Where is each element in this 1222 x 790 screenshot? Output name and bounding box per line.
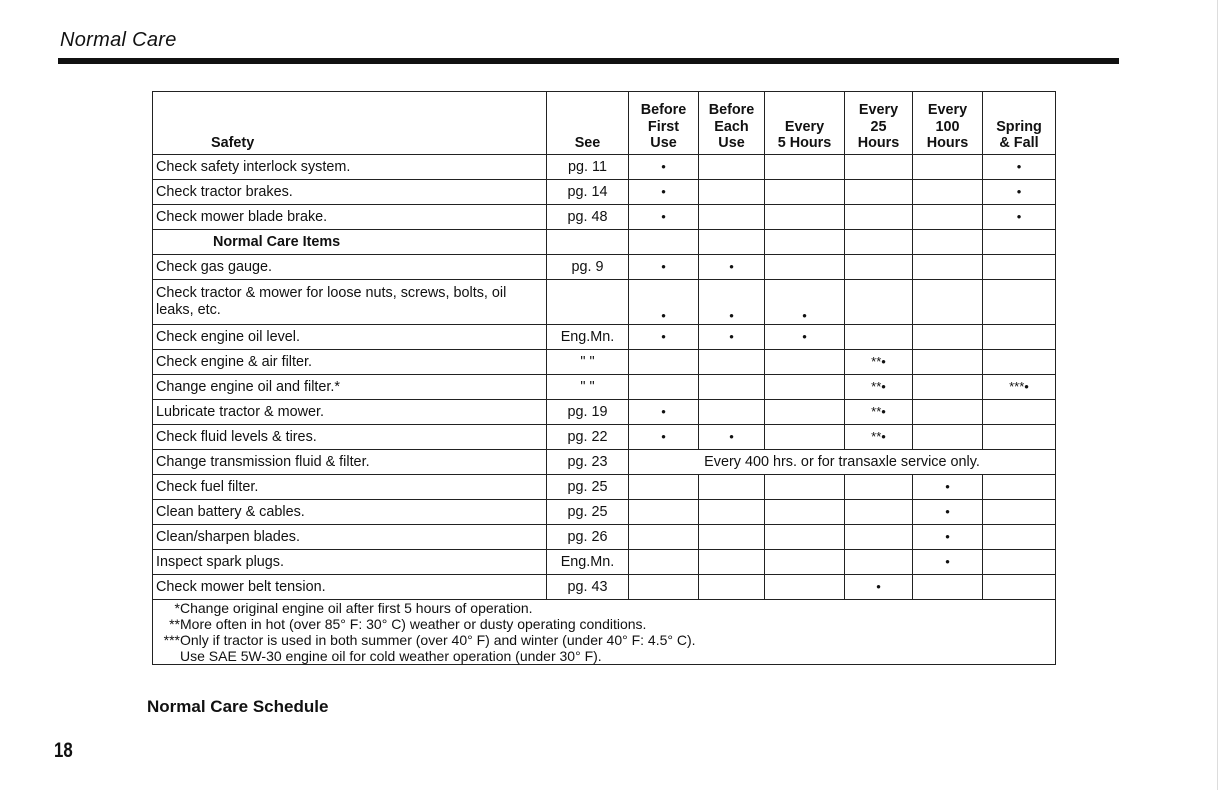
table-row <box>153 205 1056 230</box>
schedule-mark: • <box>983 205 1056 230</box>
schedule-mark <box>983 500 1056 525</box>
schedule-mark <box>913 575 983 600</box>
schedule-mark <box>699 155 765 180</box>
page-reference: pg. 14 <box>547 180 629 205</box>
table-row <box>153 450 1056 475</box>
table-row <box>153 425 1056 450</box>
page-reference: pg. 48 <box>547 205 629 230</box>
schedule-mark <box>845 155 913 180</box>
page-reference: pg. 25 <box>547 475 629 500</box>
schedule-mark <box>699 350 765 375</box>
schedule-mark: • <box>699 325 765 350</box>
table-header-row <box>153 92 1056 155</box>
page-number: 18 <box>54 739 73 762</box>
schedule-mark: • <box>765 325 845 350</box>
schedule-mark <box>983 400 1056 425</box>
footnote-marker: * <box>174 600 180 616</box>
table-row <box>153 180 1056 205</box>
page-reference: " " <box>547 350 629 375</box>
schedule-mark: **• <box>845 375 913 400</box>
footnote-marker: *** <box>163 632 180 649</box>
schedule-mark: • <box>913 550 983 575</box>
schedule-mark <box>765 180 845 205</box>
schedule-mark <box>983 350 1056 375</box>
schedule-mark <box>765 400 845 425</box>
column-header-6: Every 100 Hours <box>913 92 983 155</box>
task-label: Check mower blade brake. <box>153 205 547 230</box>
schedule-mark: **• <box>845 425 913 450</box>
column-header-7: Spring & Fall <box>983 92 1056 155</box>
table-row <box>153 575 1056 600</box>
schedule-mark <box>845 205 913 230</box>
schedule-mark <box>983 575 1056 600</box>
schedule-mark <box>983 475 1056 500</box>
section-title: Normal Care <box>60 29 177 51</box>
task-label: Check tractor brakes. <box>153 180 547 205</box>
schedule-mark <box>629 550 699 575</box>
page-reference <box>547 280 629 325</box>
schedule-mark <box>845 500 913 525</box>
schedule-mark <box>699 205 765 230</box>
schedule-mark: • <box>913 475 983 500</box>
task-label: Check engine & air filter. <box>153 350 547 375</box>
task-label: Check gas gauge. <box>153 255 547 280</box>
schedule-mark <box>913 280 983 325</box>
schedule-mark: **• <box>845 400 913 425</box>
schedule-mark <box>983 425 1056 450</box>
schedule-mark: • <box>845 575 913 600</box>
schedule-mark <box>765 550 845 575</box>
page-reference: pg. 11 <box>547 155 629 180</box>
schedule-mark: • <box>983 180 1056 205</box>
subheading-label: Normal Care Items <box>153 230 547 255</box>
page-reference: Eng.Mn. <box>547 550 629 575</box>
schedule-mark <box>983 255 1056 280</box>
schedule-mark <box>913 230 983 255</box>
page-reference: " " <box>547 375 629 400</box>
footnote-text: More often in hot (over 85° F: 30° C) weather or dusty operating conditions. <box>180 616 647 633</box>
task-label: Clean battery & cables. <box>153 500 547 525</box>
table-row <box>153 155 1056 180</box>
schedule-mark <box>765 205 845 230</box>
schedule-mark: • <box>699 280 765 325</box>
schedule-mark: • <box>629 325 699 350</box>
schedule-mark <box>913 205 983 230</box>
schedule-mark <box>913 155 983 180</box>
schedule-mark <box>913 375 983 400</box>
schedule-mark <box>845 525 913 550</box>
schedule-mark <box>913 425 983 450</box>
table-row <box>153 550 1056 575</box>
page-reference: pg. 9 <box>547 255 629 280</box>
schedule-mark <box>913 400 983 425</box>
column-header-1: See <box>547 92 629 155</box>
figure-caption: Normal Care Schedule <box>147 697 329 716</box>
schedule-mark <box>913 350 983 375</box>
schedule-mark <box>765 475 845 500</box>
schedule-mark: • <box>913 525 983 550</box>
footnote <box>156 616 1052 632</box>
schedule-mark <box>983 230 1056 255</box>
table-row <box>153 525 1056 550</box>
page-edge-line <box>1217 0 1218 790</box>
schedule-mark <box>699 475 765 500</box>
schedule-mark <box>765 425 845 450</box>
schedule-mark <box>629 475 699 500</box>
table-row <box>153 400 1056 425</box>
schedule-mark <box>699 180 765 205</box>
schedule-mark <box>845 230 913 255</box>
task-label: Check safety interlock system. <box>153 155 547 180</box>
page-reference: Eng.Mn. <box>547 325 629 350</box>
schedule-mark: • <box>699 425 765 450</box>
schedule-mark <box>765 155 845 180</box>
page-reference <box>547 230 629 255</box>
column-header-item: Safety <box>153 92 547 155</box>
table-row <box>153 255 1056 280</box>
schedule-mark: • <box>629 255 699 280</box>
task-label: Check tractor & mower for loose nuts, screws, bolts, oil leaks, etc. <box>153 280 547 325</box>
schedule-mark <box>845 550 913 575</box>
schedule-mark <box>913 325 983 350</box>
schedule-mark <box>699 575 765 600</box>
schedule-mark: • <box>629 425 699 450</box>
schedule-mark <box>629 575 699 600</box>
table-row <box>153 325 1056 350</box>
task-label: Clean/sharpen blades. <box>153 525 547 550</box>
schedule-mark <box>699 230 765 255</box>
schedule-mark <box>699 500 765 525</box>
schedule-mark <box>699 525 765 550</box>
task-label: Change engine oil and filter.* <box>153 375 547 400</box>
schedule-mark <box>765 500 845 525</box>
task-label: Change transmission fluid & filter. <box>153 450 547 475</box>
schedule-mark <box>699 550 765 575</box>
schedule-mark <box>913 180 983 205</box>
schedule-mark <box>983 525 1056 550</box>
schedule-mark <box>983 325 1056 350</box>
schedule-mark <box>629 525 699 550</box>
schedule-mark: • <box>629 180 699 205</box>
schedule-mark: • <box>629 155 699 180</box>
normal-care-schedule-table <box>152 91 1056 665</box>
table-row <box>153 350 1056 375</box>
task-label: Inspect spark plugs. <box>153 550 547 575</box>
schedule-mark: • <box>699 255 765 280</box>
footnote-text: Only if tractor is used in both summer (over 40° F) and winter (under 40° F: 4.5° C). <box>180 632 696 649</box>
task-label: Check fluid levels & tires. <box>153 425 547 450</box>
task-label: Check fuel filter. <box>153 475 547 500</box>
schedule-mark <box>765 525 845 550</box>
schedule-mark <box>983 550 1056 575</box>
schedule-mark <box>913 255 983 280</box>
schedule-mark <box>845 475 913 500</box>
footnote <box>156 632 1052 648</box>
schedule-mark: • <box>765 280 845 325</box>
schedule-mark <box>765 350 845 375</box>
footnotes-row <box>153 600 1056 665</box>
schedule-mark <box>629 350 699 375</box>
table-subheading-row <box>153 230 1056 255</box>
schedule-mark <box>629 500 699 525</box>
schedule-mark <box>845 255 913 280</box>
schedule-mark <box>765 230 845 255</box>
interval-note: Every 400 hrs. or for transaxle service only. <box>629 450 1056 475</box>
table-row <box>153 475 1056 500</box>
table-row <box>153 375 1056 400</box>
task-label: Check engine oil level. <box>153 325 547 350</box>
schedule-mark <box>699 400 765 425</box>
schedule-mark: **• <box>845 350 913 375</box>
schedule-mark <box>983 280 1056 325</box>
footnotes <box>153 600 1056 665</box>
schedule-mark <box>845 180 913 205</box>
schedule-mark <box>765 575 845 600</box>
footnote <box>156 648 1052 664</box>
schedule-mark <box>699 375 765 400</box>
task-label: Lubricate tractor & mower. <box>153 400 547 425</box>
footnote <box>156 600 1052 616</box>
header-rule <box>58 58 1119 64</box>
schedule-mark: ***• <box>983 375 1056 400</box>
schedule-mark: • <box>983 155 1056 180</box>
schedule-mark: • <box>629 400 699 425</box>
schedule-mark <box>629 230 699 255</box>
column-header-4: Every 5 Hours <box>765 92 845 155</box>
footnote-text: Change original engine oil after first 5 hours of operation. <box>180 600 533 616</box>
column-header-3: Before Each Use <box>699 92 765 155</box>
footnote-marker: ** <box>169 616 180 633</box>
page-reference: pg. 22 <box>547 425 629 450</box>
schedule-mark: • <box>629 280 699 325</box>
schedule-mark: • <box>913 500 983 525</box>
column-header-5: Every 25 Hours <box>845 92 913 155</box>
column-header-2: Before First Use <box>629 92 699 155</box>
schedule-mark <box>765 255 845 280</box>
table-row <box>153 280 1056 325</box>
page-reference: pg. 23 <box>547 450 629 475</box>
schedule-mark: • <box>629 205 699 230</box>
schedule-mark <box>845 325 913 350</box>
schedule-mark <box>629 375 699 400</box>
schedule-mark <box>845 280 913 325</box>
page-reference: pg. 19 <box>547 400 629 425</box>
page-reference: pg. 43 <box>547 575 629 600</box>
schedule-mark <box>765 375 845 400</box>
task-label: Check mower belt tension. <box>153 575 547 600</box>
page-reference: pg. 25 <box>547 500 629 525</box>
footnote-text: Use SAE 5W-30 engine oil for cold weather operation (under 30° F). <box>180 648 602 665</box>
page-reference: pg. 26 <box>547 525 629 550</box>
table-body <box>153 155 1056 665</box>
table-row <box>153 500 1056 525</box>
